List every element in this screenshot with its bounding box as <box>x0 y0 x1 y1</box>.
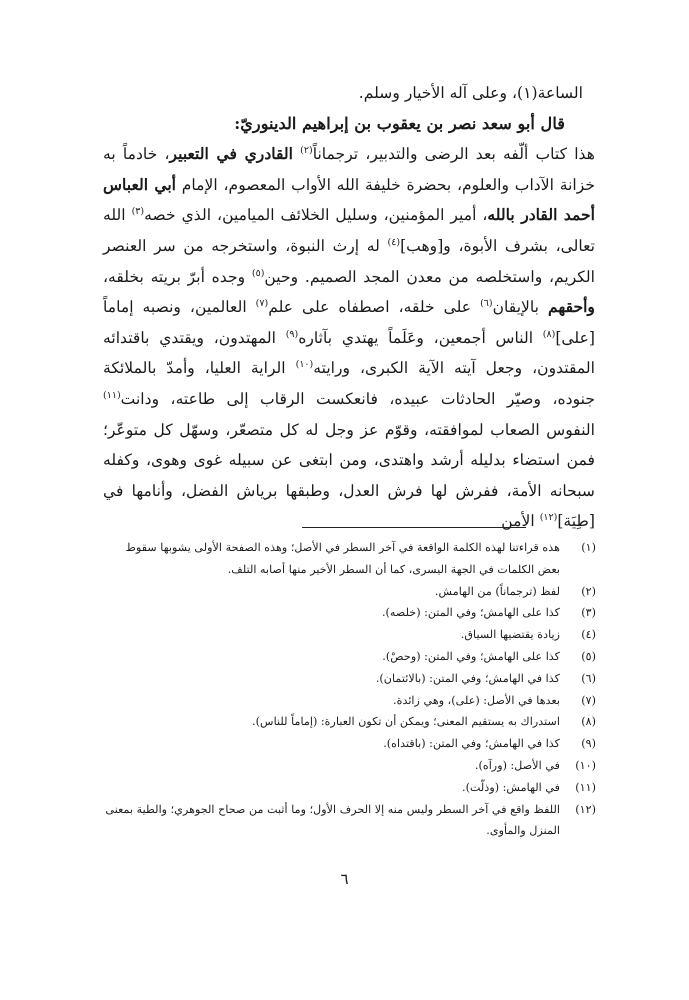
footnote-text: كذا على الهامش؛ وفي المتن: (وحصْ). <box>382 649 560 663</box>
main-paragraph <box>103 139 595 537</box>
footnote-number: (٦) <box>581 671 596 685</box>
footnote-text: بعدها في الأصل: (على)، وهي زائدة. <box>393 693 560 707</box>
footnote-ref: (٢) <box>300 145 313 156</box>
footnote-number: (٧) <box>581 693 596 707</box>
text-run: على خلقه، اصطفاه على علم <box>268 298 472 317</box>
footnote-item <box>102 646 596 668</box>
footnote-ref: (٦) <box>480 297 493 309</box>
footnote-text: استدراك به يستقيم المعنى؛ ويمكن أن تكون العبارة: (إماماً للناس). <box>252 715 560 729</box>
bold-phrase: القادري في التعبير <box>169 144 293 164</box>
footnote-number: (١٢) <box>575 802 596 816</box>
footnote-number: (٣) <box>581 606 596 620</box>
footnote-text: زيادة يقتضيها السياق. <box>460 628 560 642</box>
footnote-text: في الأصل: (ورآه). <box>474 758 560 772</box>
footnote-ref: (٣) <box>131 206 145 218</box>
footnote-item <box>102 777 596 799</box>
footnote-text: كذا في الهامش؛ وفي المتن: (باقتداه). <box>383 737 560 751</box>
footnote-ref: (١١) <box>103 389 121 401</box>
footnote-divider <box>302 527 526 528</box>
footnote-text: لفظ (ترجماناً) من الهامش. <box>434 584 560 598</box>
bold-phrase: وأحقهم <box>548 297 595 317</box>
footnote-ref: (١٢) <box>539 512 558 524</box>
footnote-number: (١) <box>581 541 596 554</box>
footnote-ref: (٤) <box>387 236 401 248</box>
footnote-number: (١١) <box>575 780 596 794</box>
footnote-text: هذه قراءتنا لهذه الكلمة الواقعة في آخر السطر في الأصل؛ وهذه الصفحة الأولى يشوبها سقوط بعض الكلمات في الجهة اليسرى، كما أن السطر الأخير منها أصابه التلف. <box>125 541 560 576</box>
text-run: ، خادماً به خزانة الآداب والعلوم، بحضرة خليفة الله الأواب المعصوم، الإمام <box>103 145 595 194</box>
footnote-text: كذا على الهامش؛ وفي المتن: (خلصه). <box>381 606 560 620</box>
footnote-ref: (٨) <box>542 328 556 340</box>
footnote-item <box>102 799 596 843</box>
bold-phrase: أبي العباس أحمد القادر بالله <box>103 174 595 225</box>
footnote-number: (٤) <box>581 628 596 642</box>
footnote-item <box>102 711 596 733</box>
footnote-item <box>102 668 596 690</box>
text-run: هذا كتاب ألّفه بعد الرضى والتدبير، ترجماناً <box>312 145 595 164</box>
footnote-item <box>102 624 596 646</box>
text-run: الأمن <box>501 512 535 531</box>
text-run: المهتدون، ويقتدي باقتدائه المقتدون، وجعل آيته الآية الكبرى، ورايته <box>103 328 595 378</box>
text-run: ، أمير المؤمنين، وسليل الخلائف الميامين، الذي خصه <box>144 206 488 225</box>
section-heading: قال أبو سعد نصر بن يعقوب بن إبراهيم الدينوريّ: <box>234 113 565 133</box>
text-run: وجده أبرّ بريته بخلقه، <box>103 267 246 286</box>
footnote-item <box>102 581 596 603</box>
footnote-number: (٥) <box>581 649 596 663</box>
main-text <box>103 78 595 537</box>
footnote-number: (٨) <box>581 715 596 729</box>
page-number: ٦ <box>340 870 349 888</box>
footnote-ref: (٥) <box>251 267 265 279</box>
footnote-ref: (١٠) <box>295 359 314 371</box>
footnote-item <box>102 537 596 581</box>
text-run: الناس أجمعين، وعَلَماً يهتدي بآثاره <box>298 328 534 347</box>
opening-line: الساعة(١)، وعلى آله الأخيار وسلم. <box>358 84 583 102</box>
footnote-number: (٢) <box>581 584 596 598</box>
text-run: بالإيقان <box>492 298 540 317</box>
text-run: له إرث النبوة، واستخرجه من سر العنصر الكريم، واستخلصه من معدن المجد الصميم. وحين <box>103 236 595 286</box>
footnote-ref: (٩) <box>285 328 299 340</box>
footnote-item <box>102 755 596 777</box>
footnote-item <box>102 690 596 712</box>
footnote-text: في الهامش: (وذلّت). <box>462 780 560 794</box>
text-run: الله تعالى، بشرف الأبوة، و[وهب] <box>103 206 595 255</box>
text-run: النفوس الصعاب لموافقته، وقوّم عز وجل له كل متصعّر، وسهّل كل متوعّر؛ فمن استضاء بدليله أرشد واهتدى، ومن ابتغى عن سبيله غوى وهوى، وكفله سبحانه الأمة، ففرش لها فرش العدل، وطبقها برياش الفضل، وأنامها في [طِيَة] <box>103 420 595 531</box>
footnote-text: اللفظ واقع في آخر السطر وليس منه إلا الحرف الأول؛ وما أثبت من صحاح الجوهري؛ والطية بمعنى المنزل والمأوى. <box>105 802 560 838</box>
footnote-ref: (٧) <box>255 297 269 309</box>
footnote-number: (٩) <box>581 737 596 751</box>
text-run: العالمين، ونصبه إماماً [على] <box>103 298 595 347</box>
footnotes <box>102 537 596 842</box>
footnote-item <box>102 733 596 755</box>
text-run: الراية العليا، وأمدّ بالملائكة جنوده، وصيّر الحادثات عبيده، فانعكست الرقاب إلى طاعته، ودانت <box>103 359 595 408</box>
footnote-number: (١٠) <box>575 758 596 772</box>
footnote-text: كذا في الهامش؛ وفي المتن: (بالائتمان). <box>375 671 560 685</box>
footnote-item <box>102 602 596 624</box>
